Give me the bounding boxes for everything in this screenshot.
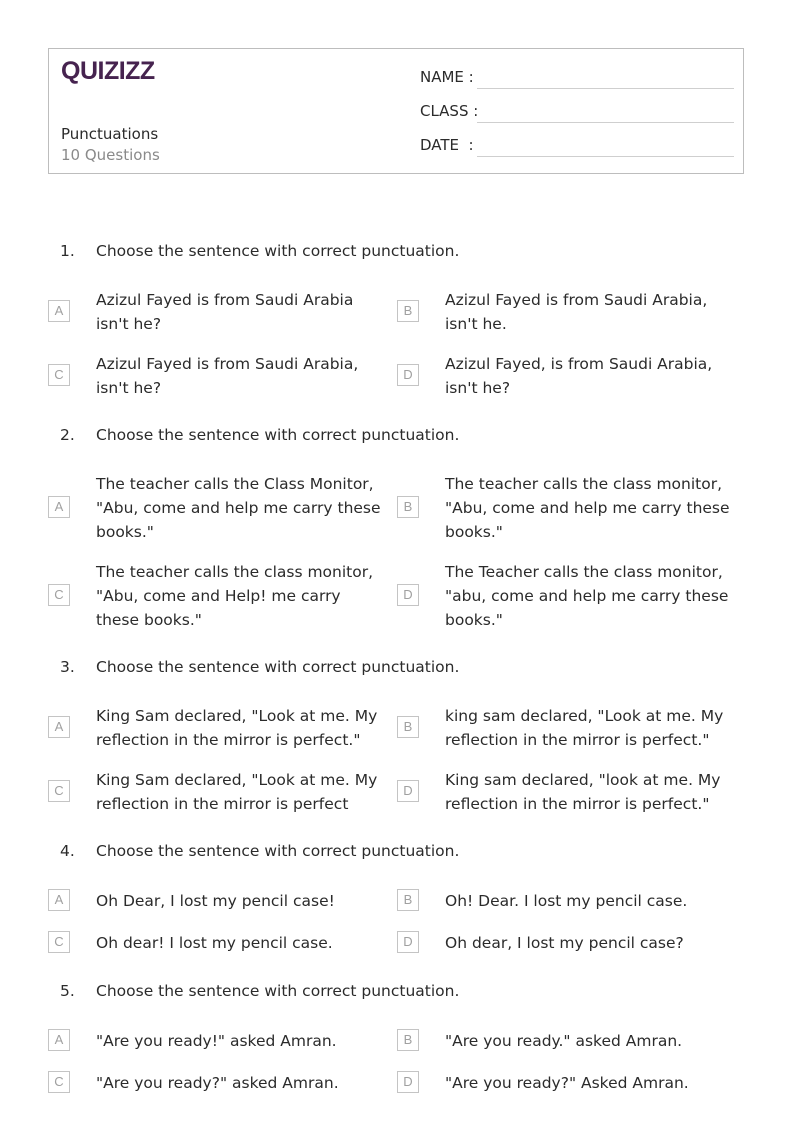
quizizz-logo: QUIZIZZ [61,57,155,85]
option-text[interactable]: "Are you ready!" asked Amran. [96,1032,337,1050]
name-label: NAME : [420,68,474,86]
option-letter-b[interactable]: B [397,889,419,911]
option-letter-b[interactable]: B [397,496,419,518]
option-letter-d[interactable]: D [397,780,419,802]
option-letter-d[interactable]: D [397,931,419,953]
option-letter-a[interactable]: A [48,889,70,911]
worksheet-title: Punctuations [61,125,159,143]
class-field[interactable] [420,102,734,124]
question-number: 1. [60,242,75,260]
question-number: 3. [60,658,75,676]
name-field[interactable] [420,68,734,90]
option-letter-b[interactable]: B [397,300,419,322]
option-text[interactable]: The teacher calls the class monitor, "Abu, come and help me carry these books." [445,475,730,541]
option-text[interactable]: "Are you ready?" Asked Amran. [445,1074,689,1092]
worksheet-header [48,48,744,174]
option-letter-c[interactable]: C [48,364,70,386]
option-letter-c[interactable]: C [48,1071,70,1093]
option-letter-a[interactable]: A [48,1029,70,1051]
option-letter-b[interactable]: B [397,716,419,738]
class-label: CLASS : [420,102,479,120]
option-text[interactable]: Azizul Fayed, is from Saudi Arabia, isn't he? [445,355,713,397]
option-letter-c[interactable]: C [48,584,70,606]
option-text[interactable]: Oh Dear, I lost my pencil case! [96,892,335,910]
option-text[interactable]: King Sam declared, "Look at me. My reflection in the mirror is perfect [96,771,378,813]
option-letter-a[interactable]: A [48,716,70,738]
option-text[interactable]: The teacher calls the class monitor, "Abu, come and Help! me carry these books." [96,563,374,629]
question-text: Choose the sentence with correct punctuation. [96,842,460,860]
date-line[interactable] [477,156,734,157]
question-count: 10 Questions [61,146,160,164]
option-text[interactable]: Azizul Fayed is from Saudi Arabia, isn't he. [445,291,708,333]
option-text[interactable]: The Teacher calls the class monitor, "abu, come and help me carry these books." [445,563,729,629]
option-letter-d[interactable]: D [397,584,419,606]
option-letter-a[interactable]: A [48,300,70,322]
question-text: Choose the sentence with correct punctuation. [96,658,460,676]
question-text: Choose the sentence with correct punctuation. [96,982,460,1000]
option-text[interactable]: The teacher calls the Class Monitor, "Abu, come and help me carry these books." [96,475,381,541]
option-text[interactable]: Oh dear, I lost my pencil case? [445,934,684,952]
option-text[interactable]: Oh! Dear. I lost my pencil case. [445,892,688,910]
option-text[interactable]: Azizul Fayed is from Saudi Arabia, isn't he? [96,355,359,397]
date-field[interactable] [420,136,734,158]
option-text[interactable]: king sam declared, "Look at me. My reflection in the mirror is perfect." [445,707,724,749]
option-text[interactable]: King Sam declared, "Look at me. My reflection in the mirror is perfect." [96,707,378,749]
question-number: 4. [60,842,75,860]
option-letter-c[interactable]: C [48,780,70,802]
question-number: 5. [60,982,75,1000]
option-letter-b[interactable]: B [397,1029,419,1051]
option-text[interactable]: Oh dear! I lost my pencil case. [96,934,333,952]
option-text[interactable]: "Are you ready?" asked Amran. [96,1074,339,1092]
class-line[interactable] [477,122,734,123]
name-line[interactable] [477,88,734,89]
question-text: Choose the sentence with correct punctuation. [96,242,460,260]
date-label: DATE : [420,136,474,154]
option-letter-d[interactable]: D [397,1071,419,1093]
option-text[interactable]: "Are you ready." asked Amran. [445,1032,683,1050]
option-letter-a[interactable]: A [48,496,70,518]
option-text[interactable]: Azizul Fayed is from Saudi Arabia isn't he? [96,291,354,333]
option-letter-d[interactable]: D [397,364,419,386]
question-text: Choose the sentence with correct punctuation. [96,426,460,444]
question-number: 2. [60,426,75,444]
option-letter-c[interactable]: C [48,931,70,953]
option-text[interactable]: King sam declared, "look at me. My reflection in the mirror is perfect." [445,771,721,813]
